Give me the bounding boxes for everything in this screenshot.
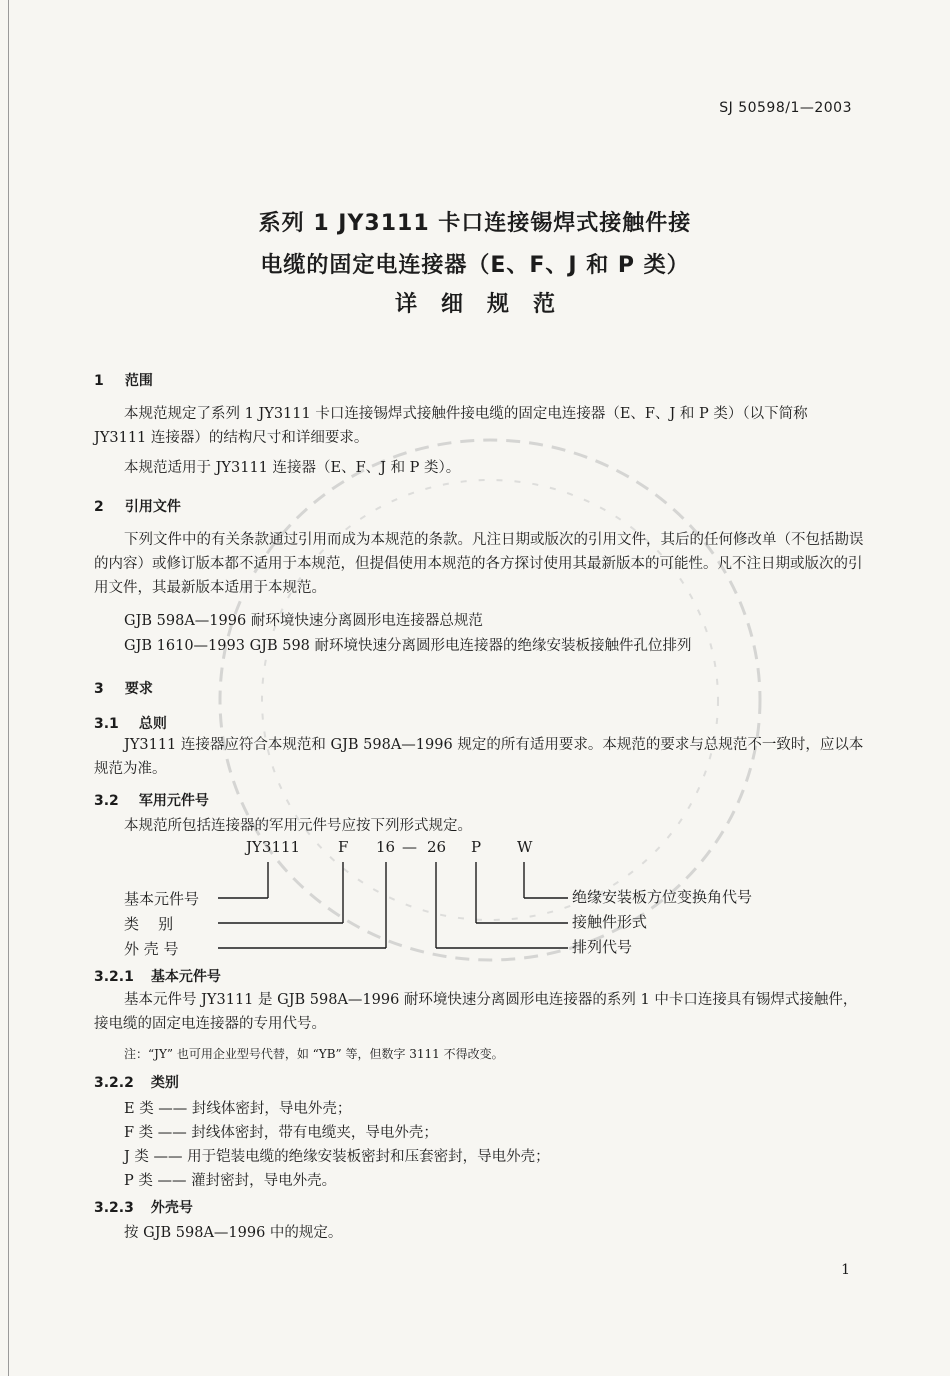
section-title: 总则 [138, 716, 167, 732]
code-rotation: W [517, 838, 533, 856]
section-title: 基本元件号 [150, 969, 221, 985]
section-number: 3.1 [94, 716, 119, 732]
section-3-1-para: JY3111 连接器应符合本规范和 GJB 598A—1996 规定的所有适用要求。本规范的要求与总规范不一致时，应以本规范为准。 [94, 737, 864, 777]
section-number: 2 [94, 499, 104, 515]
class-item-p: P 类 —— 灌封密封，导电外壳。 [124, 1173, 337, 1189]
section-1-para-2: 本规范适用于 JY3111 连接器（E、F、J 和 P 类）。 [124, 460, 461, 476]
code-contact-style: P [471, 838, 482, 856]
code-shell-size: 16 [376, 838, 396, 856]
section-1-para-1: 本规范规定了系列 1 JY3111 卡口连接锡焊式接触件接电缆的固定电连接器（E、F、J 和 P 类）（以下简称 JY3111 连接器）的结构尺寸和详细要求。 [94, 406, 808, 446]
section-3-2-1-heading [94, 966, 221, 986]
section-number: 3.2.1 [94, 969, 134, 985]
section-number: 3 [94, 681, 104, 697]
code-arrangement: 26 [427, 838, 447, 856]
section-number: 3.2.2 [94, 1075, 134, 1091]
section-3-2-1-para: 基本元件号 JY3111 是 GJB 598A—1996 耐环境快速分离圆形电连接器的系列 1 中卡口连接具有锡焊式接触件，接电缆的固定电连接器的专用代号。 [94, 992, 858, 1032]
reference-gjb-1610: GJB 1610—1993 GJB 598 耐环境快速分离圆形电连接器的绝缘安装板接触件孔位排列 [124, 638, 692, 654]
label-rotation-code: 绝缘安装板方位变换角代号 [572, 888, 753, 906]
standard-number: SJ 50598/1—2003 [719, 100, 852, 116]
code-dash: — [402, 838, 417, 856]
title-line-3: 详细规范 [394, 292, 579, 317]
section-title: 军用元件号 [138, 793, 209, 809]
label-shell-size: 外 壳 号 [124, 940, 179, 958]
section-title: 外壳号 [150, 1200, 193, 1216]
class-item-f: F 类 —— 封线体密封，带有电缆夹，导电外壳； [124, 1125, 438, 1141]
title-line-2: 电缆的固定电连接器（E、F、J 和 P 类） [260, 253, 690, 278]
section-number: 1 [94, 373, 104, 389]
page-number: 1 [841, 1262, 850, 1278]
section-number: 3.2 [94, 793, 119, 809]
code-class: F [338, 838, 349, 856]
section-3-2-1-note: 注：“JY” 也可用企业型号代替，如 “YB” 等，但数字 3111 不得改变。 [124, 1047, 504, 1061]
label-class: 类 别 [124, 915, 174, 933]
section-number: 3.2.3 [94, 1200, 134, 1216]
section-title: 引用文件 [124, 499, 181, 515]
code-base-number: JY3111 [246, 838, 301, 856]
section-3-2-para: 本规范所包括连接器的军用元件号应按下列形式规定。 [124, 818, 472, 834]
section-3-2-2-heading [94, 1072, 179, 1092]
label-contact-style: 接触件形式 [572, 913, 648, 931]
section-3-2-3-heading [94, 1197, 193, 1217]
class-item-e: E 类 —— 封线体密封，导电外壳； [124, 1101, 352, 1117]
class-item-j: J 类 —— 用于铠装电缆的绝缘安装板密封和压套密封，导电外壳； [124, 1149, 550, 1165]
reference-gjb-598a: GJB 598A—1996 耐环境快速分离圆形电连接器总规范 [124, 613, 483, 629]
title-line-1: 系列 1 JY3111 卡口连接锡焊式接触件接 [258, 211, 692, 236]
section-title: 范围 [124, 373, 153, 389]
section-title: 要求 [124, 681, 153, 697]
label-base-number: 基本元件号 [124, 890, 200, 908]
section-title: 类别 [150, 1075, 179, 1091]
section-3-2-3-para: 按 GJB 598A—1996 中的规定。 [124, 1225, 343, 1241]
label-arrangement-code: 排列代号 [572, 938, 633, 956]
section-2-para-1: 下列文件中的有关条款通过引用而成为本规范的条款。凡注日期或版次的引用文件，其后的任何修改单（不包括勘误的内容）或修订版本都不适用于本规范，但提倡使用本规范的各方探讨使用其最新版本的可能性。凡不注日期或版次的引用文件，其最新版本适用于本规范。 [94, 532, 864, 596]
